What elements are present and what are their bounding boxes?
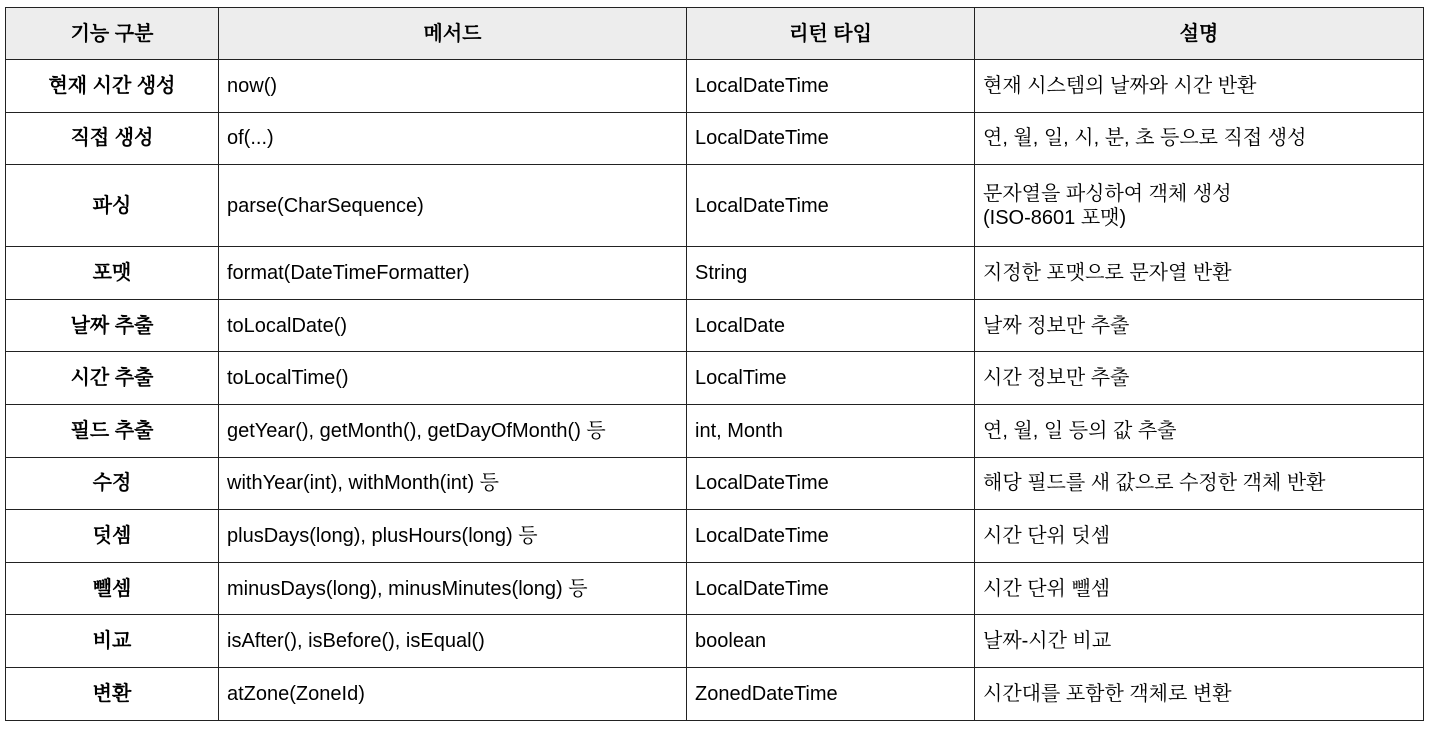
cell-return-type: LocalTime	[687, 352, 975, 405]
cell-return-type: LocalDate	[687, 299, 975, 352]
cell-feature: 필드 추출	[6, 404, 219, 457]
table-container	[5, 7, 1424, 721]
description-line: (ISO-8601 포맷)	[983, 206, 1127, 229]
cell-description	[975, 615, 1424, 668]
cell-description	[975, 667, 1424, 720]
cell-return-type: boolean	[687, 615, 975, 668]
cell-feature: 시간 추출	[6, 352, 219, 405]
header-method: 메서드	[219, 8, 687, 60]
cell-method: atZone(ZoneId)	[219, 667, 687, 720]
cell-feature: 포맷	[6, 247, 219, 300]
table-row	[6, 667, 1424, 720]
description-line: 연, 월, 일, 시, 분, 초 등으로 직접 생성	[983, 127, 1307, 150]
cell-feature: 날짜 추출	[6, 299, 219, 352]
cell-return-type: LocalDateTime	[687, 510, 975, 563]
table-row	[6, 299, 1424, 352]
cell-method: toLocalTime()	[219, 352, 687, 405]
header-description: 설명	[975, 8, 1424, 60]
description-line: 날짜 정보만 추출	[983, 314, 1130, 337]
cell-feature: 덧셈	[6, 510, 219, 563]
table-row	[6, 404, 1424, 457]
cell-return-type: LocalDateTime	[687, 60, 975, 113]
header-return-type: 리턴 타입	[687, 8, 975, 60]
table-row	[6, 60, 1424, 113]
cell-feature: 수정	[6, 457, 219, 510]
cell-description	[975, 165, 1424, 247]
cell-description	[975, 352, 1424, 405]
table-row	[6, 352, 1424, 405]
cell-feature: 비교	[6, 615, 219, 668]
cell-method: withYear(int), withMonth(int) 등	[219, 457, 687, 510]
cell-description	[975, 60, 1424, 113]
cell-method: parse(CharSequence)	[219, 165, 687, 247]
header-feature: 기능 구분	[6, 8, 219, 60]
cell-description	[975, 247, 1424, 300]
cell-return-type: ZonedDateTime	[687, 667, 975, 720]
description-line: 문자열을 파싱하여 객체 생성	[983, 182, 1232, 205]
cell-return-type: LocalDateTime	[687, 112, 975, 165]
description-line: 시간 정보만 추출	[983, 367, 1130, 390]
table-row	[6, 510, 1424, 563]
cell-method: isAfter(), isBefore(), isEqual()	[219, 615, 687, 668]
cell-description	[975, 299, 1424, 352]
description-line: 연, 월, 일 등의 값 추출	[983, 419, 1177, 442]
description-line: 날짜-시간 비교	[983, 630, 1112, 653]
table-row	[6, 615, 1424, 668]
header-row	[6, 8, 1424, 60]
localdatetime-methods-table	[5, 7, 1424, 721]
cell-description	[975, 457, 1424, 510]
cell-description	[975, 562, 1424, 615]
description-line: 시간 단위 덧셈	[983, 524, 1111, 547]
description-line: 해당 필드를 새 값으로 수정한 객체 반환	[983, 472, 1326, 495]
table-row	[6, 457, 1424, 510]
table-body	[6, 60, 1424, 721]
description-line: 시간 단위 뺄셈	[983, 577, 1111, 600]
table-header	[6, 8, 1424, 60]
cell-method: toLocalDate()	[219, 299, 687, 352]
cell-description	[975, 404, 1424, 457]
cell-return-type: LocalDateTime	[687, 457, 975, 510]
cell-feature: 파싱	[6, 165, 219, 247]
cell-feature: 직접 생성	[6, 112, 219, 165]
cell-feature: 현재 시간 생성	[6, 60, 219, 113]
description-line: 시간대를 포함한 객체로 변환	[983, 682, 1232, 705]
cell-method: minusDays(long), minusMinutes(long) 등	[219, 562, 687, 615]
cell-method: plusDays(long), plusHours(long) 등	[219, 510, 687, 563]
description-line: 지정한 포맷으로 문자열 반환	[983, 261, 1232, 284]
cell-description	[975, 510, 1424, 563]
cell-description	[975, 112, 1424, 165]
cell-method: now()	[219, 60, 687, 113]
cell-return-type: LocalDateTime	[687, 562, 975, 615]
cell-feature: 변환	[6, 667, 219, 720]
cell-return-type: String	[687, 247, 975, 300]
cell-return-type: LocalDateTime	[687, 165, 975, 247]
table-row	[6, 112, 1424, 165]
cell-method: of(...)	[219, 112, 687, 165]
cell-method: getYear(), getMonth(), getDayOfMonth() 등	[219, 404, 687, 457]
table-row	[6, 247, 1424, 300]
table-row	[6, 562, 1424, 615]
cell-method: format(DateTimeFormatter)	[219, 247, 687, 300]
cell-feature: 뺄셈	[6, 562, 219, 615]
table-row	[6, 165, 1424, 247]
description-line: 현재 시스템의 날짜와 시간 반환	[983, 74, 1257, 97]
cell-return-type: int, Month	[687, 404, 975, 457]
